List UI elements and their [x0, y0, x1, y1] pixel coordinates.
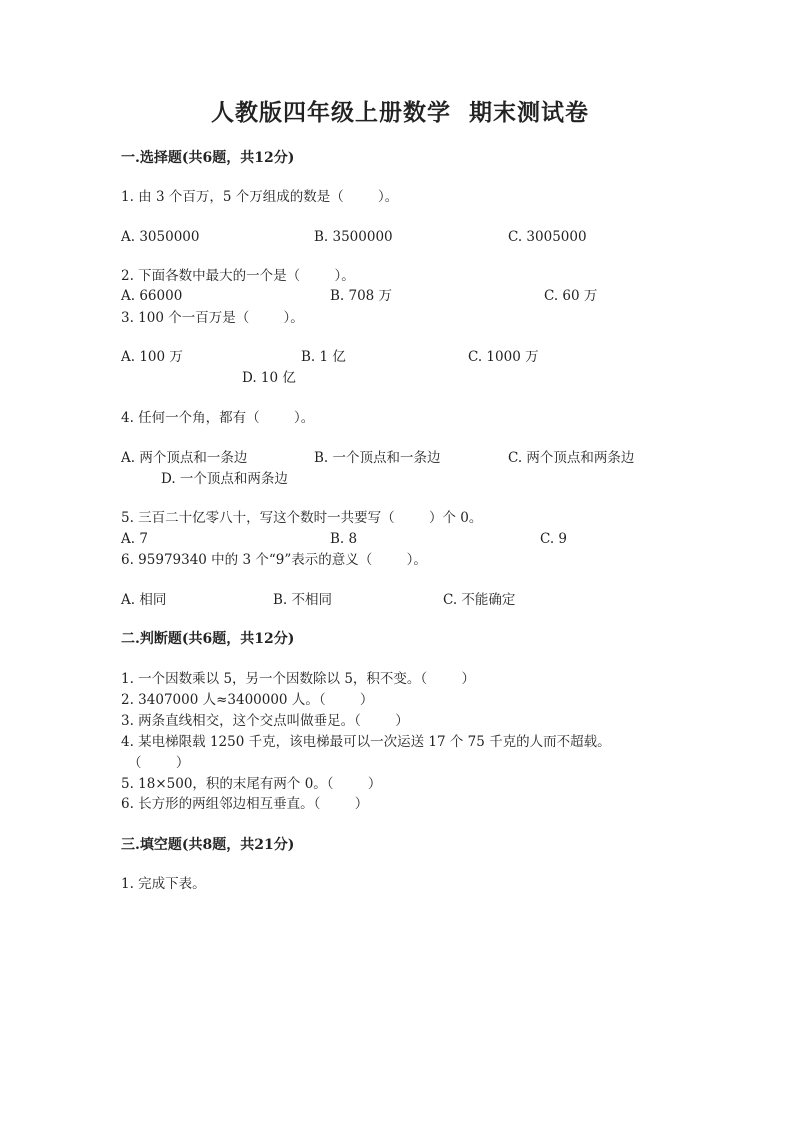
option-1-6-c: C. 不能确定 [443, 592, 516, 608]
question-2-3: 3. 两条直线相交，这个交点叫做垂足。（ ） [121, 713, 409, 729]
option-1-3-a: A. 100 万 [121, 349, 183, 365]
option-1-3-d: D. 10 亿 [242, 370, 296, 386]
section-heading-choice: 一.选择题(共6题，共12分) [121, 150, 295, 166]
option-1-5-a: A. 7 [121, 531, 148, 547]
question-2-4-continuation: （ ） [128, 755, 190, 771]
question-2-2: 2. 3407000 人≈3400000 人。（ ） [121, 692, 374, 708]
question-1-6: 6. 95979340 中的 3 个“9”表示的意义（ ）。 [121, 552, 427, 568]
option-1-4-b: B. 一个顶点和一条边 [314, 450, 441, 466]
option-1-1-c: C. 3005000 [508, 229, 587, 245]
question-2-1: 1. 一个因数乘以 5，另一个因数除以 5，积不变。（ ） [121, 671, 476, 687]
page-title: 人教版四年级上册数学 期末测试卷 [210, 99, 589, 126]
question-1-5: 5. 三百二十亿零八十，写这个数时一共要写（ ）个 0。 [121, 510, 483, 526]
option-1-5-c: C. 9 [540, 531, 568, 547]
section-heading-fill: 三.填空题(共8题，共21分) [121, 837, 295, 853]
option-1-2-a: A. 66000 [121, 288, 183, 304]
question-1-4: 4. 任何一个角，都有（ ）。 [121, 410, 315, 426]
option-1-3-b: B. 1 亿 [301, 349, 346, 365]
section-heading-judge: 二.判断题(共6题，共12分) [121, 631, 295, 647]
question-1-3: 3. 100 个一百万是（ ）。 [121, 310, 304, 326]
option-1-4-a: A. 两个顶点和一条边 [121, 450, 248, 466]
question-2-6: 6. 长方形的两组邻边相互垂直。（ ） [121, 796, 369, 812]
question-1-2: 2. 下面各数中最大的一个是（ ）。 [121, 268, 355, 284]
option-1-1-a: A. 3050000 [121, 229, 200, 245]
option-1-6-a: A. 相同 [121, 592, 167, 608]
option-1-4-d: D. 一个顶点和两条边 [161, 471, 288, 487]
option-1-2-c: C. 60 万 [544, 288, 598, 304]
question-2-5: 5. 18×500，积的末尾有两个 0。（ ） [121, 776, 382, 792]
option-1-3-c: C. 1000 万 [468, 349, 539, 365]
question-3-1: 1. 完成下表。 [121, 876, 206, 892]
option-1-6-b: B. 不相同 [273, 592, 333, 608]
option-1-5-b: B. 8 [330, 531, 358, 547]
question-1-1: 1. 由 3 个百万，5 个万组成的数是（ ）。 [121, 189, 399, 205]
option-1-1-b: B. 3500000 [314, 229, 393, 245]
option-1-4-c: C. 两个顶点和两条边 [508, 450, 635, 466]
question-2-4: 4. 某电梯限载 1250 千克，该电梯最可以一次运送 17 个 75 千克的人而不超载。 [121, 734, 611, 750]
option-1-2-b: B. 708 万 [330, 288, 393, 304]
